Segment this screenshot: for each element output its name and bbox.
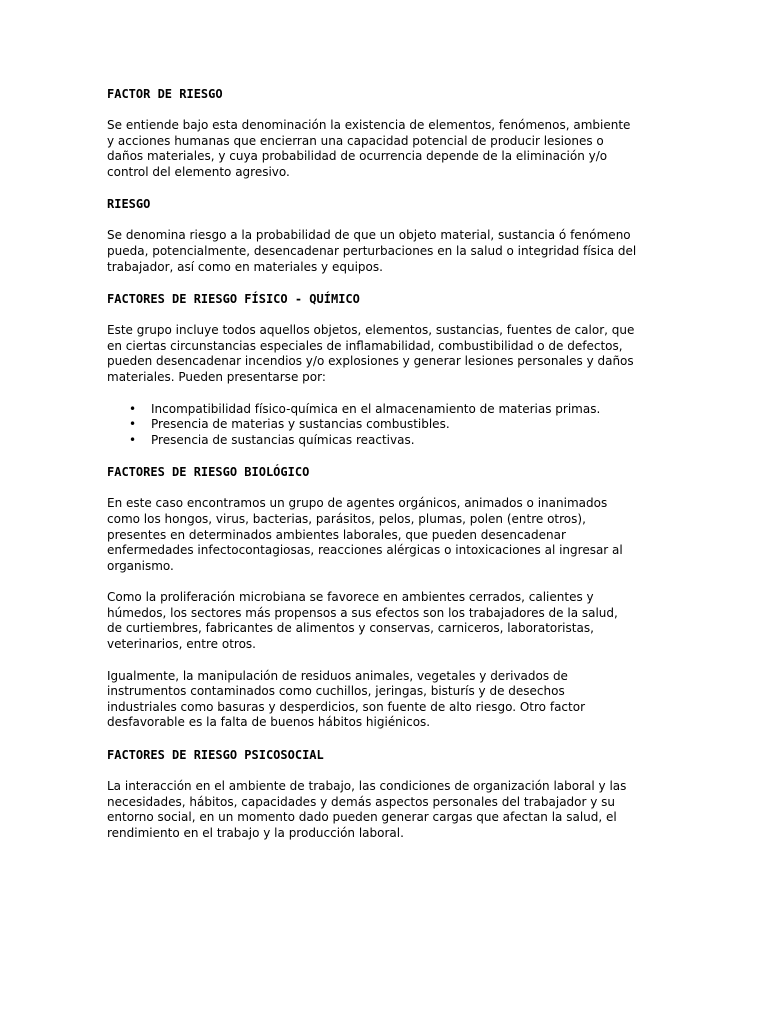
section-heading-psicosocial: FACTORES DE RIESGO PSICOSOCIAL (107, 748, 324, 763)
text-line: Este grupo incluye todos aquellos objetos, elementos, sustancias, fuentes de calor, que (107, 323, 635, 338)
text-line: presentes en determinados ambientes laborales, que pueden desencadenar (107, 527, 566, 542)
text-line: Se denomina riesgo a la probabilidad de que un objeto material, sustancia ó fenómeno (107, 228, 631, 243)
text-line: veterinarios, entre otros. (107, 637, 256, 652)
bullet-icon: • (129, 401, 137, 416)
text-line: materiales. Pueden presentarse por: (107, 369, 326, 384)
text-line: desfavorable es la falta de buenos hábitos higiénicos. (107, 715, 431, 730)
list-item (107, 433, 667, 449)
list-item (107, 417, 667, 433)
text-line: de curtiembres, fabricantes de alimentos y conservas, carniceros, laboratoristas, (107, 621, 594, 636)
section-heading-biologico: FACTORES DE RIESGO BIOLÓGICO (107, 465, 310, 480)
text-line: entorno social, en un momento dado pueden generar cargas que afectan la salud, el (107, 810, 617, 825)
text-line: organismo. (107, 558, 174, 573)
paragraph (107, 669, 667, 731)
text-line: en ciertas circunstancias especiales de inflamabilidad, combustibilidad o de defectos, (107, 338, 623, 353)
section-heading-fisico-quimico: FACTORES DE RIESGO FÍSICO - QUÍMICO (107, 292, 360, 307)
text-line: húmedos, los sectores más propensos a sus efectos son los trabajadores de la salud, (107, 605, 618, 620)
text-line: y acciones humanas que encierran una capacidad potencial de producir lesiones o (107, 133, 604, 148)
bullet-icon: • (129, 417, 137, 432)
paragraph (107, 323, 667, 385)
paragraph (107, 590, 667, 652)
text-line: daños materiales, y cuya probabilidad de ocurrencia depende de la eliminación y/o (107, 149, 608, 164)
text-line: Como la proliferación microbiana se favorece en ambientes cerrados, calientes y (107, 590, 594, 605)
section-heading-riesgo: RIESGO (107, 197, 151, 212)
text-line: Igualmente, la manipulación de residuos animales, vegetales y derivados de (107, 668, 568, 683)
list-item-text: Incompatibilidad físico-química en el almacenamiento de materias primas. (151, 401, 601, 416)
paragraph (107, 496, 667, 574)
text-line: instrumentos contaminados como cuchillos, jeringas, bisturís y de desechos (107, 684, 565, 699)
list-item-text: Presencia de sustancias químicas reactivas. (151, 432, 415, 447)
list-item (107, 402, 667, 418)
paragraph (107, 228, 667, 275)
bullet-icon: • (129, 432, 137, 447)
list-item-text: Presencia de materias y sustancias combustibles. (151, 417, 450, 432)
text-line: Se entiende bajo esta denominación la existencia de elementos, fenómenos, ambiente (107, 118, 631, 132)
text-line: rendimiento en el trabajo y la producción laboral. (107, 825, 404, 840)
paragraph (107, 118, 667, 180)
text-line: pueden desencadenar incendios y/o explosiones y generar lesiones personales y daños (107, 354, 634, 369)
text-line: trabajador, así como en materiales y equipos. (107, 259, 383, 274)
bullet-list (107, 402, 667, 449)
text-line: necesidades, hábitos, capacidades y demás aspectos personales del trabajador y su (107, 794, 616, 809)
document-page (107, 86, 667, 857)
paragraph (107, 779, 667, 841)
section-heading-factor-de-riesgo: FACTOR DE RIESGO (107, 87, 223, 101)
text-line: control del elemento agresivo. (107, 164, 290, 179)
text-line: enfermedades infectocontagiosas, reacciones alérgicas o intoxicaciones al ingresar al (107, 543, 623, 558)
text-line: La interacción en el ambiente de trabajo, las condiciones de organización laboral y las (107, 779, 627, 794)
text-line: industriales como basuras y desperdicios, son fuente de alto riesgo. Otro factor (107, 699, 585, 714)
text-line: En este caso encontramos un grupo de agentes orgánicos, animados o inanimados (107, 496, 608, 511)
text-line: como los hongos, virus, bacterias, parásitos, pelos, plumas, polen (entre otros), (107, 511, 586, 526)
text-line: pueda, potencialmente, desencadenar perturbaciones en la salud o integridad física del (107, 243, 637, 258)
